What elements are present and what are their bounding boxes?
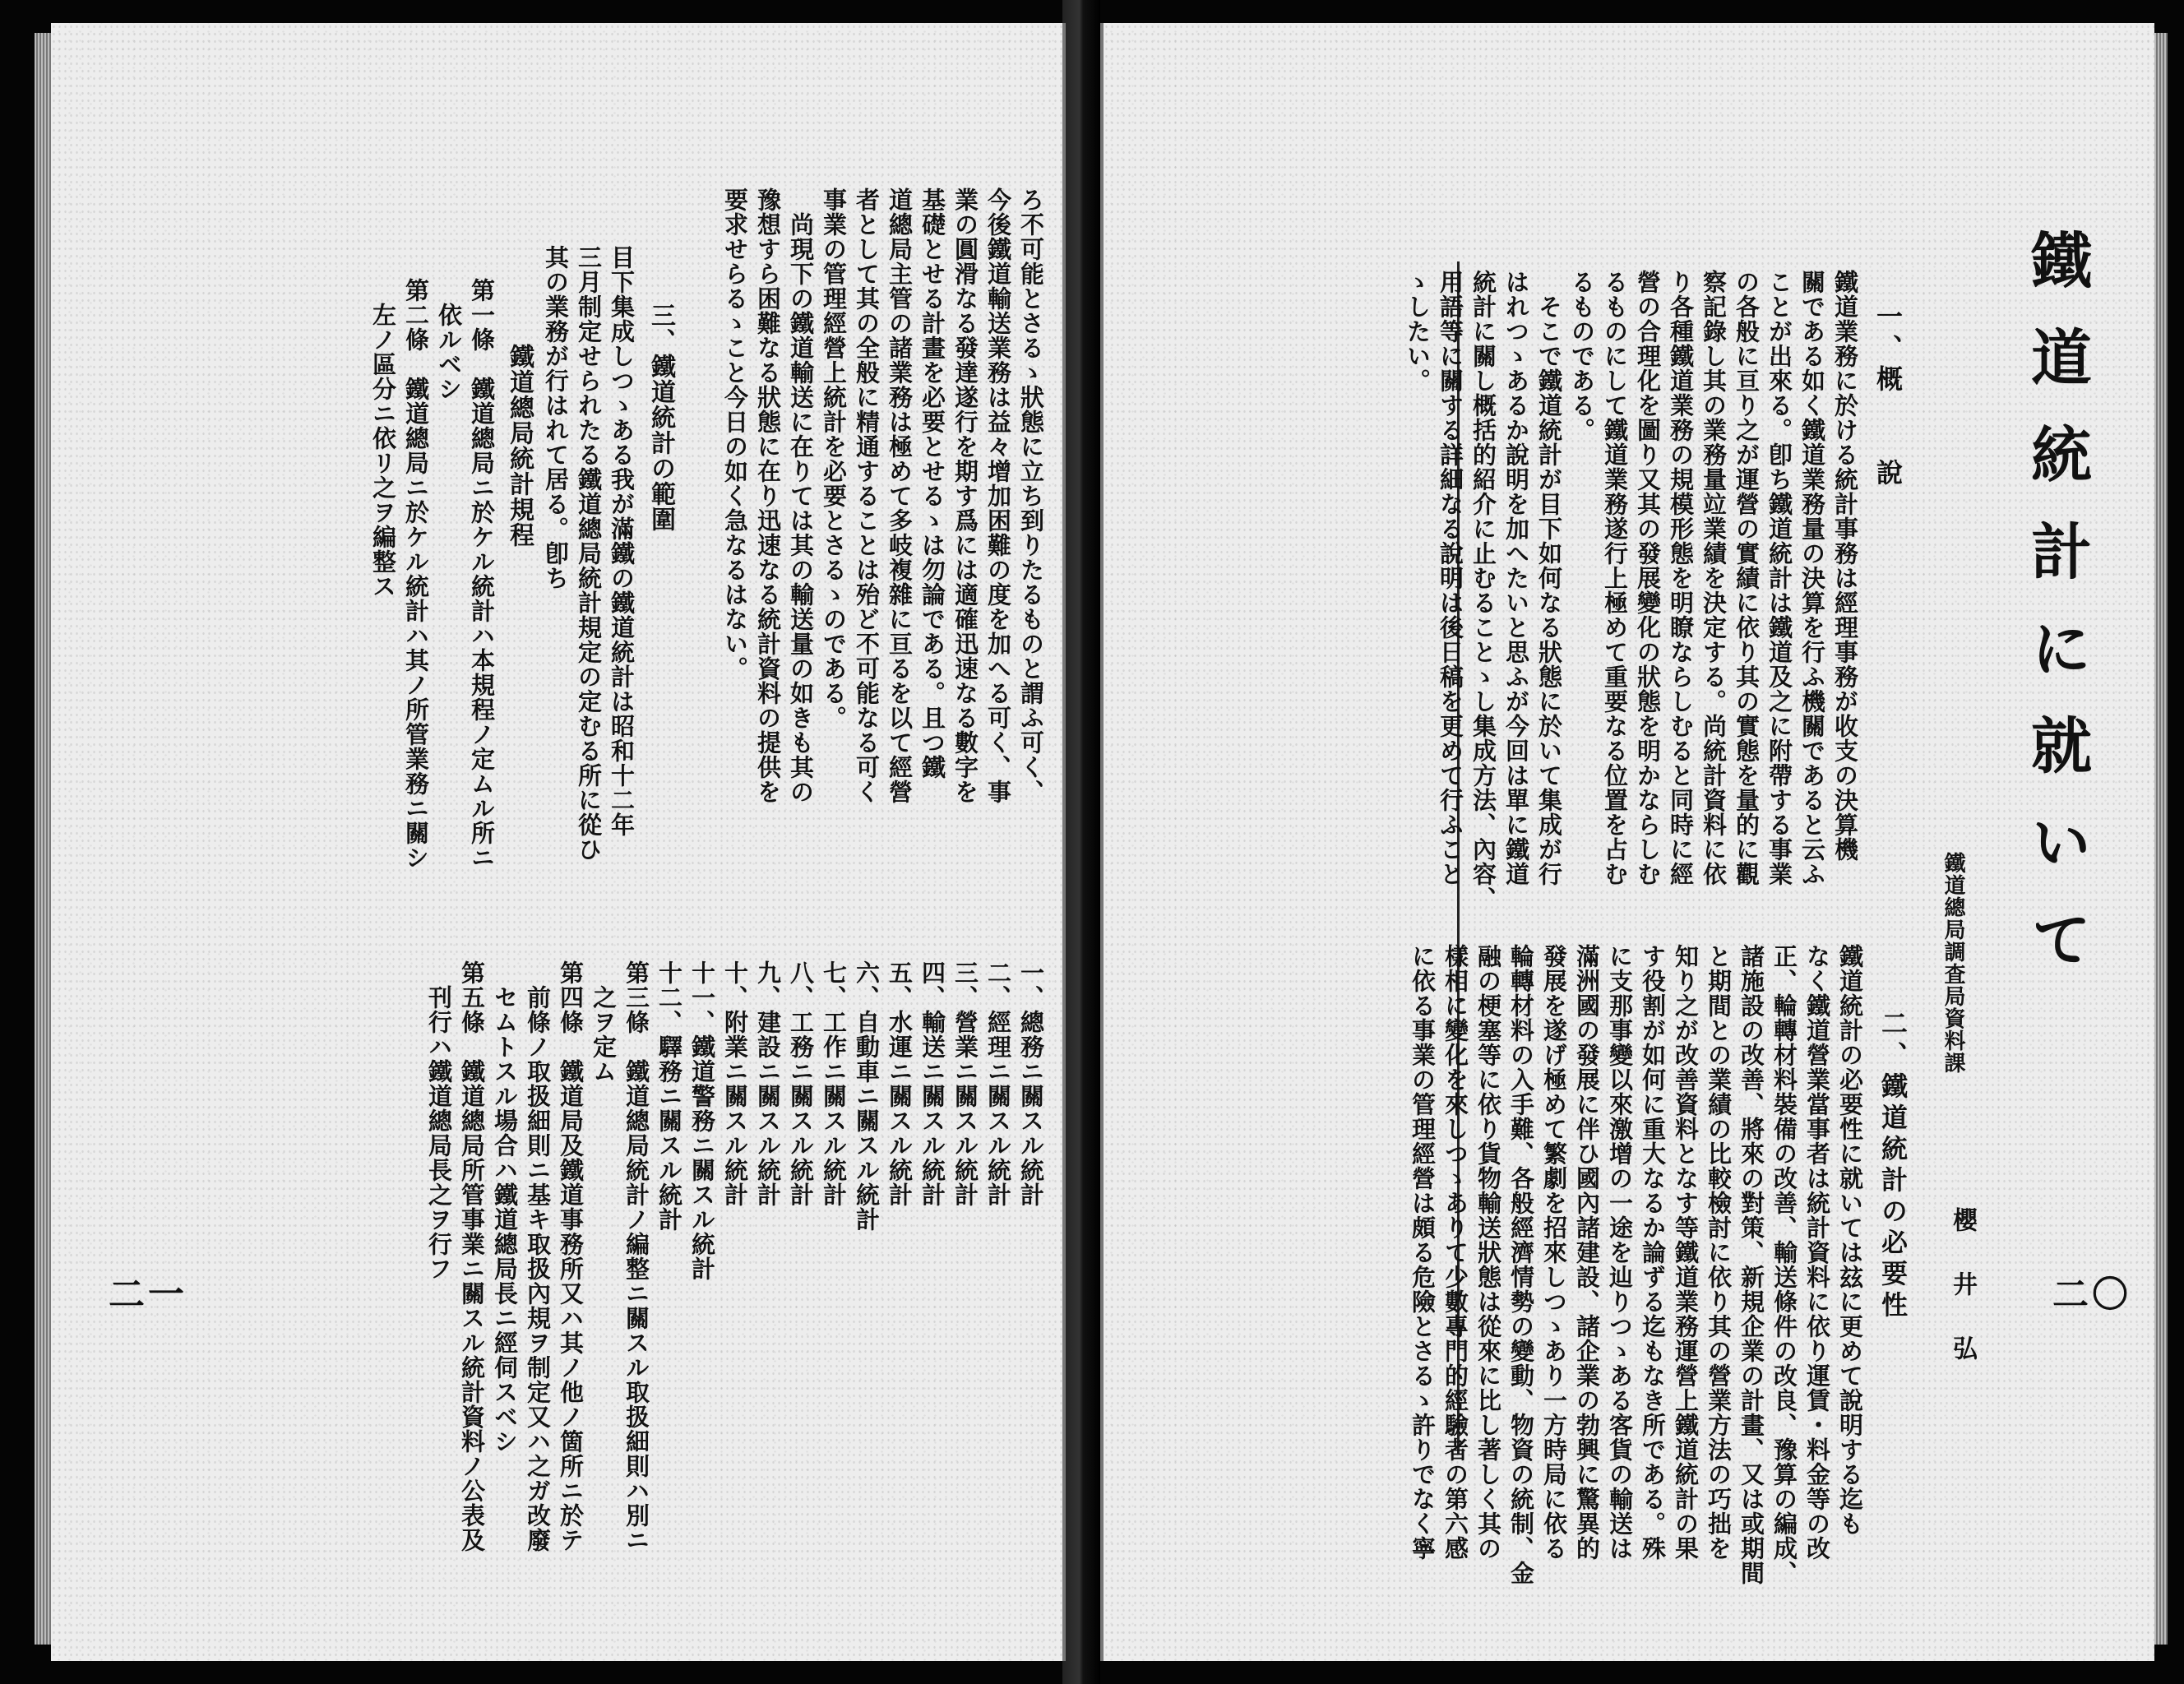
rules-articles — [367, 278, 498, 870]
section3-heading: 三、鐵道統計の範圍 — [646, 303, 675, 532]
rules-title: 鐵道總局統計規程 — [505, 344, 534, 548]
article-title: 鐵道統計に就いて — [2021, 229, 2092, 1005]
text-line: なく鐵道營業當事者は統計資料に依り運賃・料金等の改 — [1803, 944, 1831, 1561]
text-line: 前條ノ取扱細則ニ基キ取扱內規ヲ制定又ハ之ガ改廢 — [524, 960, 552, 1552]
text-line: 正、輪轉材料裝備の改善、輸送條件の改良、豫算の編成、 — [1770, 944, 1798, 1585]
text-line: 融の梗塞等に依り貨物輸送狀態は從來に比し著しく其の — [1474, 944, 1502, 1561]
book-gutter — [1062, 0, 1100, 1684]
text-line: 九、建設ニ關スル統計 — [754, 960, 782, 1207]
author-name: 櫻井弘 — [1948, 1207, 1977, 1399]
text-line: と期間との業績の比較檢討に依り其の營業方法の巧拙を — [1705, 944, 1733, 1561]
text-line: 基礎とせる計畫を必要とせるゝは勿論である。且つ鐵 — [918, 187, 946, 780]
text-line: 四、輸送ニ關スル統計 — [918, 960, 946, 1207]
text-line: はれつゝあるか說明を加へたいと思ふが今回は單に鐵道 — [1502, 270, 1530, 886]
text-line: 鐵道業務に於ける統計事務は經理事務が收支の決算機 — [1831, 270, 1859, 862]
text-line: セムトスル場合ハ鐵道總局長ニ經伺スベシ — [491, 960, 519, 1454]
text-line: 第一條 鐵道總局ニ於ケル統計ハ本規程ノ定ムル所ニ — [468, 278, 496, 870]
text-line: 二、經理ニ關スル統計 — [984, 960, 1012, 1207]
text-line: 依ルベシ — [435, 278, 463, 401]
text-line: 知り之が改善資料となす等鐵道業務運營上鐵道統計の果 — [1672, 944, 1700, 1561]
left-page-edge — [35, 33, 51, 1645]
left-page — [51, 23, 1066, 1661]
text-line: 第五條 鐵道總局所管事業ニ關スル統計資料ノ公表及 — [458, 960, 486, 1552]
text-line: 第四條 鐵道局及鐵道事務所又ハ其ノ他ノ箇所ニ於テ — [557, 960, 585, 1552]
text-line: 發展を遂げ極めて繁劇を招來しつゝあり一方時局に依る — [1540, 944, 1568, 1561]
text-line: す役割が如何に重大なるか論ずる迄もなき所である。殊 — [1639, 944, 1667, 1561]
text-line: そこで鐵道統計が目下如何なる狀態に於いて集成が行 — [1535, 270, 1563, 886]
text-line: るものである。 — [1568, 270, 1596, 442]
text-line: ろ不可能とさるゝ狀態に立ち到りたるものと謂ふ可く、 — [1017, 187, 1045, 804]
text-line: 尚現下の鐵道輸送に在りては其の輸送量の如きも其の — [787, 187, 815, 804]
rules-list — [423, 960, 1048, 1552]
text-line: 道總局主管の諸業務は極めて多岐複雜に亘るを以て經營 — [886, 187, 914, 804]
text-line: 鐵道統計の必要性に就いては玆に更めて說明する迄も — [1836, 944, 1864, 1536]
text-line: 察記錄し其の業務量竝業績を決定する。尚統計資料に依 — [1700, 270, 1728, 886]
text-line: 十二、驛務ニ關スル統計 — [655, 960, 683, 1232]
text-line: 滿洲國の發展に伴ひ國內諸建設、諸企業の勃興に驚異的 — [1573, 944, 1601, 1561]
page-number-left: 二一 — [109, 1274, 187, 1316]
text-line: 三月制定せられたる鐵道總局統計規定の定むる所に從ひ — [575, 245, 603, 862]
text-line: 六、自動車ニ關スル統計 — [853, 960, 881, 1232]
text-line: 關である如く鐵道業務量の決算を行ふ機關であると云ふ — [1798, 270, 1826, 886]
text-line: 其の業務が行はれて居る。卽ち — [542, 245, 570, 590]
section1-body — [1401, 270, 1862, 911]
author-affiliation: 鐵道總局調査局資料課 — [1941, 852, 1965, 1074]
text-line: 業の圓滑なる發達遂行を期す爲には適確迅速なる數字を — [951, 187, 979, 804]
text-line: 三、營業ニ關スル統計 — [951, 960, 979, 1207]
text-line: 輪轉材料の入手難、各般經濟情勢の變動、物資の統制、金 — [1507, 944, 1535, 1585]
text-line: 今後鐵道輸送業務は益々增加困難の度を加へる可く、事 — [984, 187, 1012, 804]
text-line: 五、水運ニ關スル統計 — [886, 960, 914, 1207]
text-line: 用語等に關する詳細なる說明は後日稿を更めて行ふこと — [1437, 270, 1464, 886]
text-line: るものにして鐵道業務遂行上極めて重要なる位置を占む — [1601, 270, 1629, 886]
text-line: 七、工作ニ關スル統計 — [820, 960, 848, 1207]
text-line: 左ノ區分ニ依リ之ヲ編整ス — [369, 278, 397, 599]
text-line: 第二條 鐵道總局ニ於ケル統計ハ其ノ所管業務ニ關シ — [402, 278, 430, 870]
continuation-body — [719, 187, 1048, 804]
right-page — [1100, 23, 2154, 1661]
text-line: 事業の管理經營上統計を必要とさるゝのである。 — [820, 187, 848, 730]
text-line: 諸施設の改善、將來の對策、新規企業の計畫、又は或期間 — [1737, 944, 1765, 1585]
text-line: 刊行ハ鐵道總局長之ヲ行フ — [425, 960, 453, 1281]
text-line: 統計に關し概括的紹介に止むることゝし集成方法、內容、 — [1469, 270, 1497, 911]
text-line: 十一、鐵道警務ニ關スル統計 — [688, 960, 716, 1281]
page-number-right: 二〇 — [2052, 1274, 2131, 1316]
text-line: 一、總務ニ關スル統計 — [1017, 960, 1045, 1207]
text-line: ゝしたい。 — [1404, 270, 1432, 393]
text-line: り各種鐵道業務の規模形態を明瞭ならしむると同時に經 — [1667, 270, 1695, 886]
text-line: 八、工務ニ關スル統計 — [787, 960, 815, 1207]
text-line: 者として其の全般に精通することは殆ど不可能なる可く — [853, 187, 881, 804]
text-line: 要求せらるゝこと今日の如く急なるはない。 — [721, 187, 749, 681]
text-line: 樣相に變化を來しつゝありて少數專門的經驗者の第六感 — [1441, 944, 1469, 1561]
section1-heading: 一、概 說 — [1872, 303, 1904, 490]
section2-body — [1406, 944, 1867, 1585]
text-line: 十、附業ニ關スル統計 — [721, 960, 749, 1207]
text-line: 目下集成しつゝある我が滿鐵の鐵道統計は昭和十二年 — [608, 245, 636, 837]
text-line: の各般に亘り之が運營の實績に依り其の實態を量的に觀 — [1733, 270, 1761, 886]
text-line: 第三條 鐵道總局統計ノ編整ニ關スル取扱細則ハ別ニ — [622, 960, 650, 1552]
text-line: に支那事變以來激增の一途を辿りつゝある客貨の輸送は — [1606, 944, 1634, 1561]
section3-body — [539, 245, 638, 862]
text-line: ことが出來る。卽ち鐵道統計は鐵道及之に附帶する事業 — [1765, 270, 1793, 886]
text-line: 之ヲ定ム — [590, 960, 618, 1084]
text-line: に依る事業の管理經營は頗る危險とさるゝ許りでなく寧 — [1409, 944, 1437, 1561]
text-line: 豫想すら困難なる狀態に在り迅速なる統計資料の提供を — [754, 187, 782, 804]
text-line: 營の合理化を圖り又其の發展變化の狀態を明かならしむ — [1634, 270, 1662, 886]
section2-heading: 二、鐵道統計の必要性 — [1877, 1010, 1909, 1322]
